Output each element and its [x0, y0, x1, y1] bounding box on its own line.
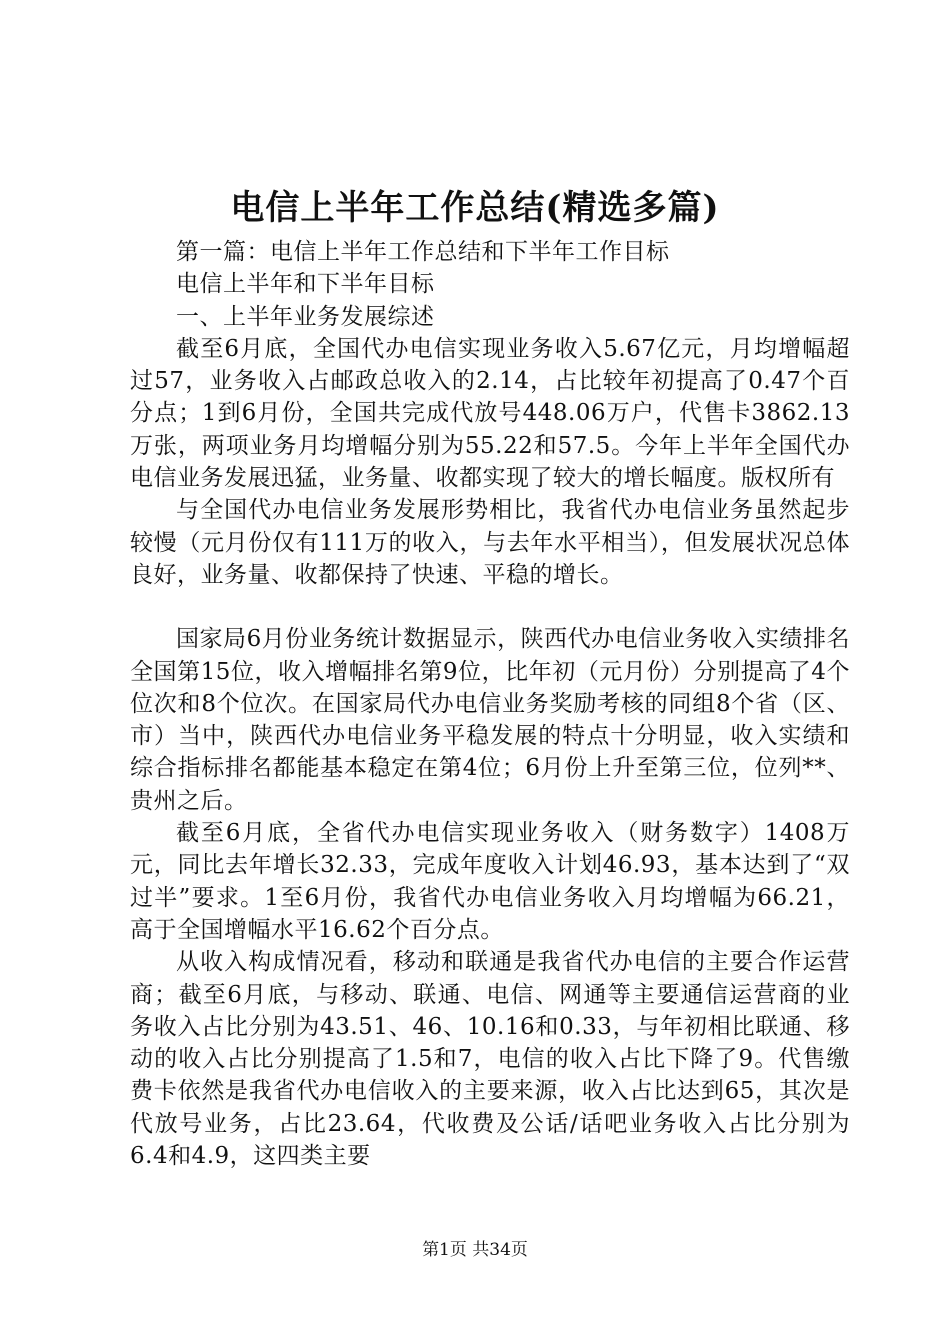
page-footer: 第1页 共34页 — [422, 1240, 528, 1260]
paragraph-national-summary: 截至6月底，全国代办电信实现业务收入5.67亿元，月均增幅超过57，业务收入占邮政总收入的2.14，占比较年初提高了0.47个百分点；1到6月份，全国共完成代放号448.06万户，代售卡3862.13万张，两项业务月均增幅分别为55.22和57.5。今年上半年全国代办电信业务发展迅猛，业务量、收都实现了较大的增长幅度。版权所有 — [130, 335, 850, 492]
document-body — [130, 236, 850, 1172]
paragraph-ranking: 国家局6月份业务统计数据显示，陕西代办电信业务收入实绩排名全国第15位，收入增幅排名第9位，比年初（元月份）分别提高了4个位次和8个位次。在国家局代办电信业务奖励考核的同组8个省（区、市）当中，陕西代办电信业务平稳发展的特点十分明显，收入实绩和综合指标排名都能基本稳定在第4位；6月份上升至第三位，位列**、贵州之后。 — [130, 626, 850, 814]
section-heading-part-one: 第一篇：电信上半年工作总结和下半年工作目标 — [176, 239, 670, 265]
paragraph-revenue: 截至6月底，全省代办电信实现业务收入（财务数字）1408万元，同比去年增长32.33，完成年度收入计划46.93，基本达到了“双过半”要求。1至6月份，我省代办电信业务收入月均增幅为66.21，高于全国增幅水平16.62个百分点。 — [130, 820, 850, 943]
paragraph-revenue-structure: 从收入构成情况看，移动和联通是我省代办电信的主要合作运营商；截至6月底，与移动、联通、电信、网通等主要通信运营商的业务收入占比分别为43.51、46、10.16和0.33，与年初相比联通、移动的收入占比分别提高了1.5和7，电信的收入占比下降了9。代售缴费卡依然是我省代办电信收入的主要来源，收入占比达到65，其次是代放号业务，占比23.64，代收费及公话/话吧业务收入占比分别为6.4和4.9，这四类主要 — [130, 949, 850, 1170]
section-heading-overview: 一、上半年业务发展综述 — [176, 303, 435, 330]
document-title: 电信上半年工作总结(精选多篇) — [230, 188, 720, 228]
paragraph-province-comparison: 与全国代办电信业务发展形势相比，我省代办电信业务虽然起步较慢（元月份仅有111万的收入，与去年水平相当），但发展状况总体良好，业务量、收都保持了快速、平稳的增长。 — [130, 497, 850, 588]
subheading-goals: 电信上半年和下半年目标 — [176, 271, 435, 298]
